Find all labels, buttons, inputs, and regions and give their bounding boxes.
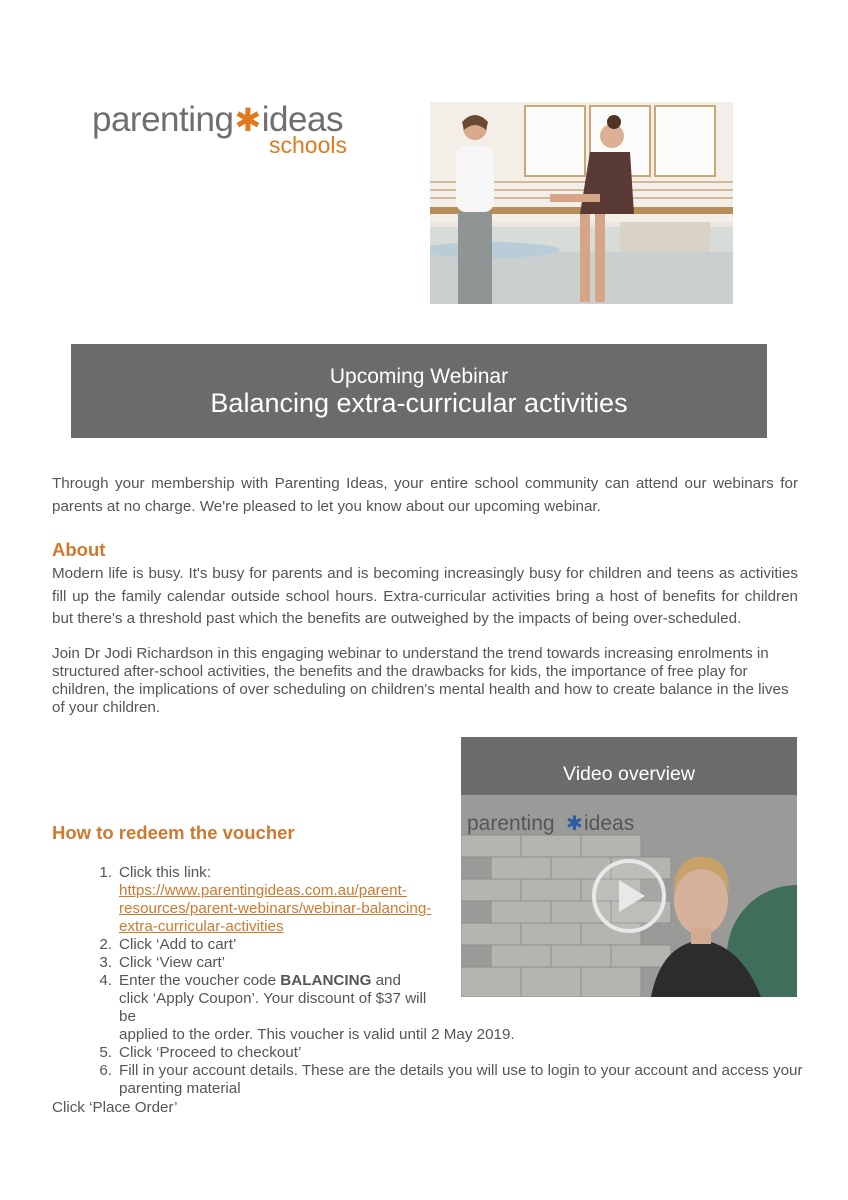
banner-subtitle: Upcoming Webinar	[329, 365, 509, 388]
step-text: applied to the order. This voucher is valid until 2 May 2019.	[119, 1026, 515, 1043]
list-item	[52, 1062, 834, 1098]
logo-text-schools: schools	[269, 132, 347, 158]
step-text: Click ‘Add to cart’	[119, 936, 237, 953]
step-text: Click this link:	[119, 864, 211, 881]
video-logo-star-icon: ✱	[566, 813, 583, 835]
about-paragraph-2: Join Dr Jodi Richardson in this engaging webinar to understand the trend towards increasing enrolments in structured after-school activities, the benefits and the drawbacks for kids, the importance of free play for children, the implications of over scheduling on children's mental health and how to create balance in the lives of your children.	[52, 645, 789, 716]
video-logo-parenting: parenting	[467, 812, 555, 835]
list-item	[52, 1044, 812, 1062]
logo-text-ideas: ideas	[261, 100, 343, 139]
list-item	[52, 864, 449, 936]
gymnastics-photo	[430, 102, 733, 304]
asterisk-star-icon: ✱	[234, 102, 261, 138]
step-number: 5.	[99, 1044, 112, 1061]
step-number: 3.	[99, 954, 112, 971]
voucher-code: BALANCING	[280, 972, 372, 989]
step-text: Click ‘Proceed to checkout’	[119, 1044, 302, 1061]
video-logo-ideas: ideas	[584, 812, 635, 835]
list-item	[52, 954, 812, 972]
place-order-text: Click ‘Place Order’	[52, 1099, 178, 1116]
step-text: Fill in your account details. These are the details you will use to login to your account and access your parenting material	[119, 1062, 803, 1097]
redeem-heading: How to redeem the voucher	[52, 822, 295, 843]
webinar-banner	[71, 344, 767, 438]
webinar-link[interactable]: https://www.parentingideas.com.au/parent-resources/parent-webinars/webinar-balancing-extra-curricular-activities	[119, 882, 432, 935]
step-number: 1.	[99, 864, 112, 881]
banner-title: Balancing extra-curricular activities	[210, 388, 628, 418]
video-title: Video overview	[563, 763, 695, 785]
list-item	[52, 936, 812, 954]
step-number: 4.	[99, 972, 112, 989]
gymnastics-illustration	[430, 102, 733, 304]
logo-text-parenting: parenting	[92, 100, 234, 139]
about-paragraph-1: Modern life is busy. It's busy for parents and is becoming increasingly busy for children and teens as activities fill up the family calendar outside school hours. Extra-curricular activities bring a host of benefits for children but there's a threshold past which the benefits are outweighed by the impacts of being over-scheduled.	[52, 565, 798, 627]
step-text: Click ‘View cart’	[119, 954, 226, 971]
redeem-steps-list	[52, 864, 812, 1098]
step-number: 2.	[99, 936, 112, 953]
about-heading: About	[52, 539, 106, 560]
intro-paragraph: Through your membership with Parenting Ideas, your entire school community can attend our webinars for parents at no charge. We're pleased to let you know about our upcoming webinar.	[52, 475, 798, 515]
parenting-ideas-schools-logo	[92, 100, 362, 170]
step-text: Enter the voucher code	[119, 972, 281, 989]
step-text: and click ‘Apply Coupon’. Your discount of $37 will be	[119, 972, 427, 1025]
list-item	[52, 972, 812, 1044]
step-number: 6.	[99, 1062, 112, 1079]
